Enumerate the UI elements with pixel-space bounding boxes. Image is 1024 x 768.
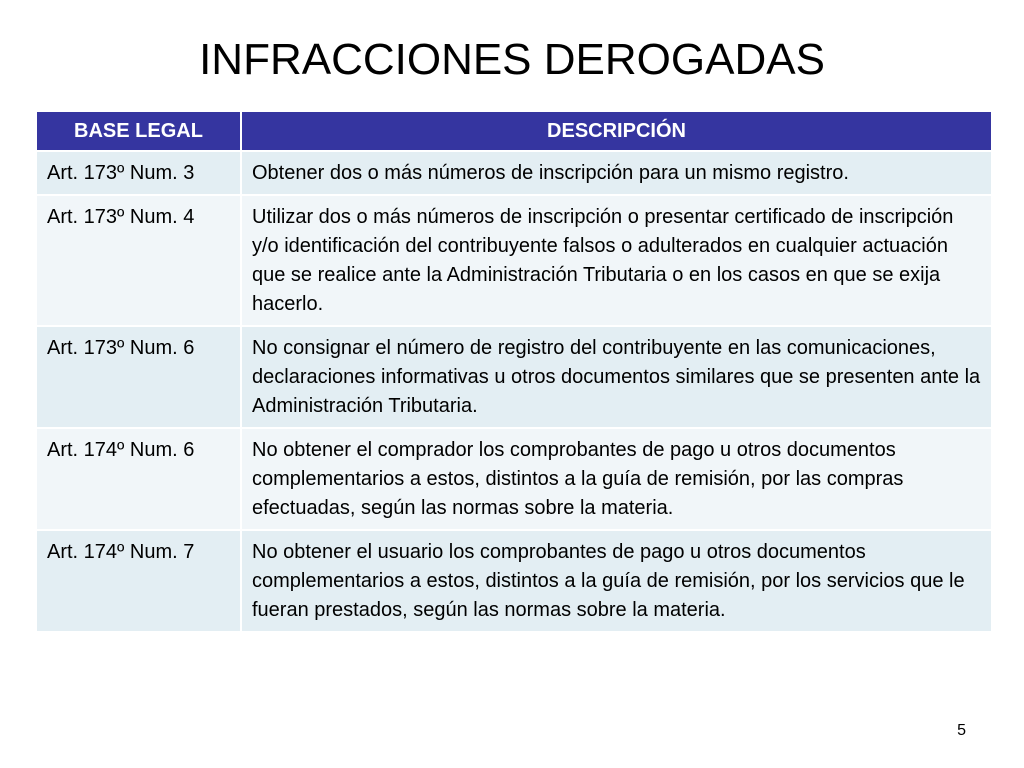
- column-header-descripcion: DESCRIPCIÓN: [241, 112, 991, 151]
- table-header-row: [37, 112, 991, 151]
- cell-descripcion: No obtener el usuario los comprobantes de pago u otros documentos complementarios a estos, distintos a la guía de remisión, por los servicios que le fueran prestados, según las normas sobre la materia.: [241, 530, 991, 632]
- table-row: [37, 195, 991, 326]
- cell-base-legal: Art. 174º Num. 6: [37, 428, 241, 530]
- column-header-base-legal: BASE LEGAL: [37, 112, 241, 151]
- cell-descripcion: No obtener el comprador los comprobantes de pago u otros documentos complementarios a estos, distintos a la guía de remisión, por las compras efectuadas, según las normas sobre la materia.: [241, 428, 991, 530]
- cell-descripcion: Obtener dos o más números de inscripción para un mismo registro.: [241, 151, 991, 195]
- cell-base-legal: Art. 173º Num. 6: [37, 326, 241, 428]
- table-row: [37, 326, 991, 428]
- table-row: [37, 428, 991, 530]
- infractions-table: [37, 112, 991, 633]
- cell-descripcion: Utilizar dos o más números de inscripción o presentar certificado de inscripción y/o identificación del contribuyente falsos o adulterados en cualquier actuación que se realice ante la Administración Tributaria o en los casos en que se exija hacerlo.: [241, 195, 991, 326]
- table-row: [37, 530, 991, 632]
- cell-base-legal: Art. 174º Num. 7: [37, 530, 241, 632]
- table-row: [37, 151, 991, 195]
- cell-descripcion: No consignar el número de registro del contribuyente en las comunicaciones, declaraciones informativas u otros documentos similares que se presenten ante la Administración Tributaria.: [241, 326, 991, 428]
- slide-title: INFRACCIONES DEROGADAS: [199, 35, 825, 84]
- page-number: 5: [957, 722, 966, 739]
- cell-base-legal: Art. 173º Num. 4: [37, 195, 241, 326]
- cell-base-legal: Art. 173º Num. 3: [37, 151, 241, 195]
